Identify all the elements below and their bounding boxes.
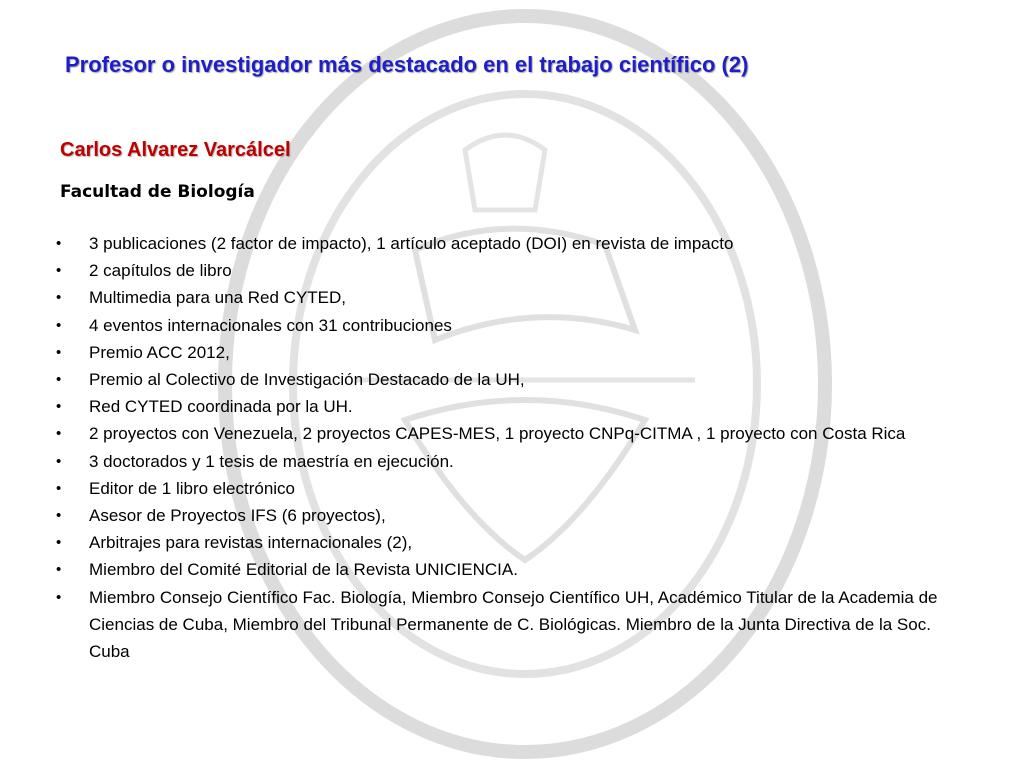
list-item-text: 2 capítulos de libro [89,261,232,281]
bullet-dot-icon: • [56,371,62,389]
list-item-text: Editor de 1 libro electrónico [89,478,296,498]
list-item-text: 3 publicaciones (2 factor de impacto), 1 artículo aceptado (DOI) en revista de impacto [89,234,734,253]
list-item-text: Asesor de Proyectos IFS (6 proyectos), [89,506,386,526]
bullet-dot-icon: • [56,262,62,280]
bullet-dot-icon: • [56,452,62,470]
slide-title: Profesor o investigador más destacado en el trabajo científico (2) [65,52,749,77]
list-item [56,420,976,447]
list-item [56,339,976,366]
bullet-dot-icon: • [56,398,62,416]
bullet-dot-icon: • [56,289,62,307]
bullet-dot-icon: • [56,425,62,443]
list-item [56,312,976,339]
faculty-name: Facultad de Biología [60,182,255,202]
list-item-text: Multimedia para una Red CYTED, [89,288,347,308]
bullet-dot-icon: • [56,534,62,552]
achievements-list [56,230,976,665]
list-item [56,502,976,529]
list-item-text: Premio ACC 2012, [89,342,230,362]
list-item-text: 3 doctorados y 1 tesis de maestría en ejecución. [89,451,454,471]
bullet-dot-icon: • [56,479,62,497]
list-item-text: Miembro Consejo Científico Fac. Biología, Miembro Consejo Científico UH, Académico Titular de la Academia de Ciencias de Cuba, Miembro del Tribunal Permanente de C. Biológicas. Miembro de la Junta Directiva de la Soc. Cuba [89,587,938,662]
bullet-dot-icon: • [56,561,62,579]
list-item [56,257,976,284]
list-item [56,556,976,583]
list-item [56,284,976,311]
bullet-dot-icon: • [56,316,62,334]
list-item-text: Miembro del Comité Editorial de la Revista UNICIENCIA. [89,560,518,580]
person-name: Carlos Alvarez Varcálcel [60,139,291,161]
bullet-dot-icon: • [56,235,62,252]
list-item-text: Premio al Colectivo de Investigación Destacado de la UH, [89,370,525,390]
list-item [56,366,976,393]
bullet-dot-icon: • [56,507,62,525]
list-item [56,230,976,257]
list-item [56,584,976,666]
bullet-dot-icon: • [56,343,62,361]
list-item-text: Red CYTED coordinada por la UH. [89,397,353,417]
list-item [56,529,976,556]
bullet-dot-icon: • [56,588,62,606]
list-item-text: Arbitrajes para revistas internacionales (2), [89,533,413,553]
list-item [56,393,976,420]
list-item-text: 2 proyectos con Venezuela, 2 proyectos CAPES-MES, 1 proyecto CNPq-CITMA , 1 proyecto con Costa Rica [89,424,906,444]
list-item [56,448,976,475]
list-item-text: 4 eventos internacionales con 31 contribuciones [89,315,452,335]
list-item [56,475,976,502]
